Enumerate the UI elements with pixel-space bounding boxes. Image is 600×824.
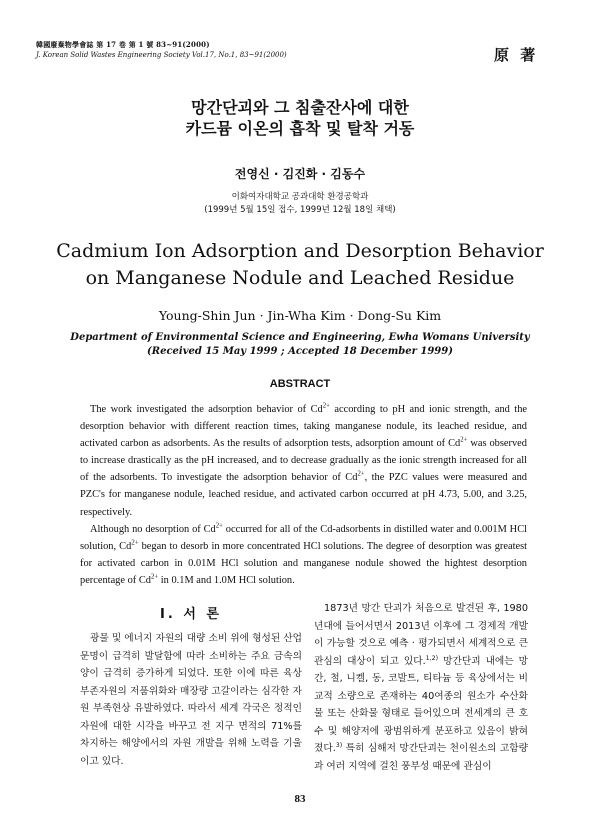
title-english-line1: Cadmium Ion Adsorption and Desorption Behavior	[56, 240, 544, 262]
abstract-heading: ABSTRACT	[269, 378, 331, 390]
affiliation-english-text: Department of Environmental Science and Engineering, Ewha Womans University	[70, 332, 530, 343]
abstract-paragraph-2: Although no desorption of $Cd^{2+}$ occurred for all of the Cd-adsorbents in distilled water and 0.001M HCl solution, $Cd^{2+}$ began to desorb in more concentrated HCl solutions. The degree of desorption was greatest for activated carbon in 0.01M HCl solution and manganese nodule showed the hightest desorption percentage of $Cd^{2+}$ in 0.1M and 1.0M HCl solution.	[80, 522, 528, 586]
ion-charge: 2+	[322, 402, 330, 410]
title-english-line2: on Manganese Nodule and Leached Residue	[85, 267, 515, 289]
ion-charge: 2+	[357, 470, 365, 478]
section-tag: 原 著	[494, 46, 539, 64]
journal-header-english: J. Korean Solid Wastes Engineering Society Vol.17, No.1, 83~91(2000)	[36, 51, 287, 59]
affiliation-korean-text: 이화여자대학교 공과대학 환경공학과	[231, 192, 369, 202]
dates-korean: (1999년 5월 15일 접수, 1999년 12월 18일 채택)	[204, 205, 396, 215]
ion-charge: 2+	[150, 573, 159, 581]
ion-charge: 2+	[131, 539, 139, 547]
ion-charge: 2+	[460, 436, 468, 444]
title-korean-line1: 망간단괴와 그 침출잔사에 대한	[191, 98, 409, 117]
intro-left-column	[80, 630, 302, 770]
abstract-body	[80, 401, 527, 589]
citation: 1,2)	[425, 654, 439, 662]
abstract-paragraph-1: The work investigated the adsorption behavior of $Cd^{2+}$ according to pH and ionic strength, and the desorption behavior with different reaction times, taking manganese nodule, its leached residue, and activated carbon as adsorbents. As the results of adsorption tests, adsorption amount of $Cd^{2+}$ was observed to increase drastically as the pH increased, and to decrease gradually as the ionic strength increased for all of the adsorbents. To investigate the adsorption behavior of $Cd^{2+}$, the PZC values were measured and PZC's for manganese nodule, leached residue, and activated carbon occurred at pH 4.73, 5.00, and 3.25, respectively.	[80, 402, 528, 518]
authors-english: Young-Shin Jun · Jin-Wha Kim · Dong-Su Kim	[158, 308, 442, 323]
authors-korean: 전영신 · 김진화 · 김동수	[234, 167, 366, 181]
title-korean-line2: 카드뮴 이온의 흡착 및 탈착 거동	[185, 119, 415, 138]
dates-english: (Received 15 May 1999 ; Accepted 18 December 1999)	[147, 346, 453, 357]
page-number: 83	[294, 793, 306, 805]
ion-charge: 2+	[215, 522, 223, 530]
citation: 3)	[335, 741, 343, 749]
journal-header-korean: 韓國廢棄物學會誌 第 17 卷 第 1 號 83~91(2000)	[36, 40, 210, 49]
intro-paragraph-2: 1873년 망간 단괴가 처음으로 발견된 후, 1980년대에 들어서면서 2013년 이후에 그 경제적 개발이 가능할 것으로 예측 · 평가되면서 세계적으로 큰 관심의 대상이 되고 있다.$^{1,2)}$ 망간단괴 내에는 망간, 철, 니켈, 동, 코발트, 티타늄 등 육상에서는 비교적 소량으로 존재하는 40여종의 원소가 수산화물 또는 산화물 형태로 들어있으며 전세계의 큰 호수 및 해양저에 광범위하게 분포하고 있음이 밝혀졌다.$^{3)}$ 특히 심해저 망간단괴는 천이원소의 고함량과 여러 지역에 걸친 풍부성 때문에 관심이	[314, 603, 528, 772]
intro-paragraph-1: 광물 및 에너지 자원의 대량 소비 위에 형성된 산업문명이 급격히 발달함에 따라 소비하는 주요 금속의 양이 급격히 증가하게 되었다. 또한 이에 따른 육상 부존자원의 저품위화와 매장량 고갈이라는 심각한 자원 부족현상 유발하였다. 따라서 세계 각국은 정적인 자원에 대한 시각을 바꾸고 전 지구 면적의 71%를 차지하는 해양에서의 자원 개발을 위해 노력을 기울이고 있다.	[80, 633, 302, 767]
affiliation-korean	[0, 191, 600, 217]
journal-header	[36, 40, 287, 60]
title-korean	[0, 97, 600, 139]
intro-right-column	[314, 600, 528, 775]
title-english	[0, 238, 600, 292]
affiliation-english	[0, 331, 600, 359]
section-heading-introduction: Ⅰ. 서 론	[160, 607, 222, 622]
